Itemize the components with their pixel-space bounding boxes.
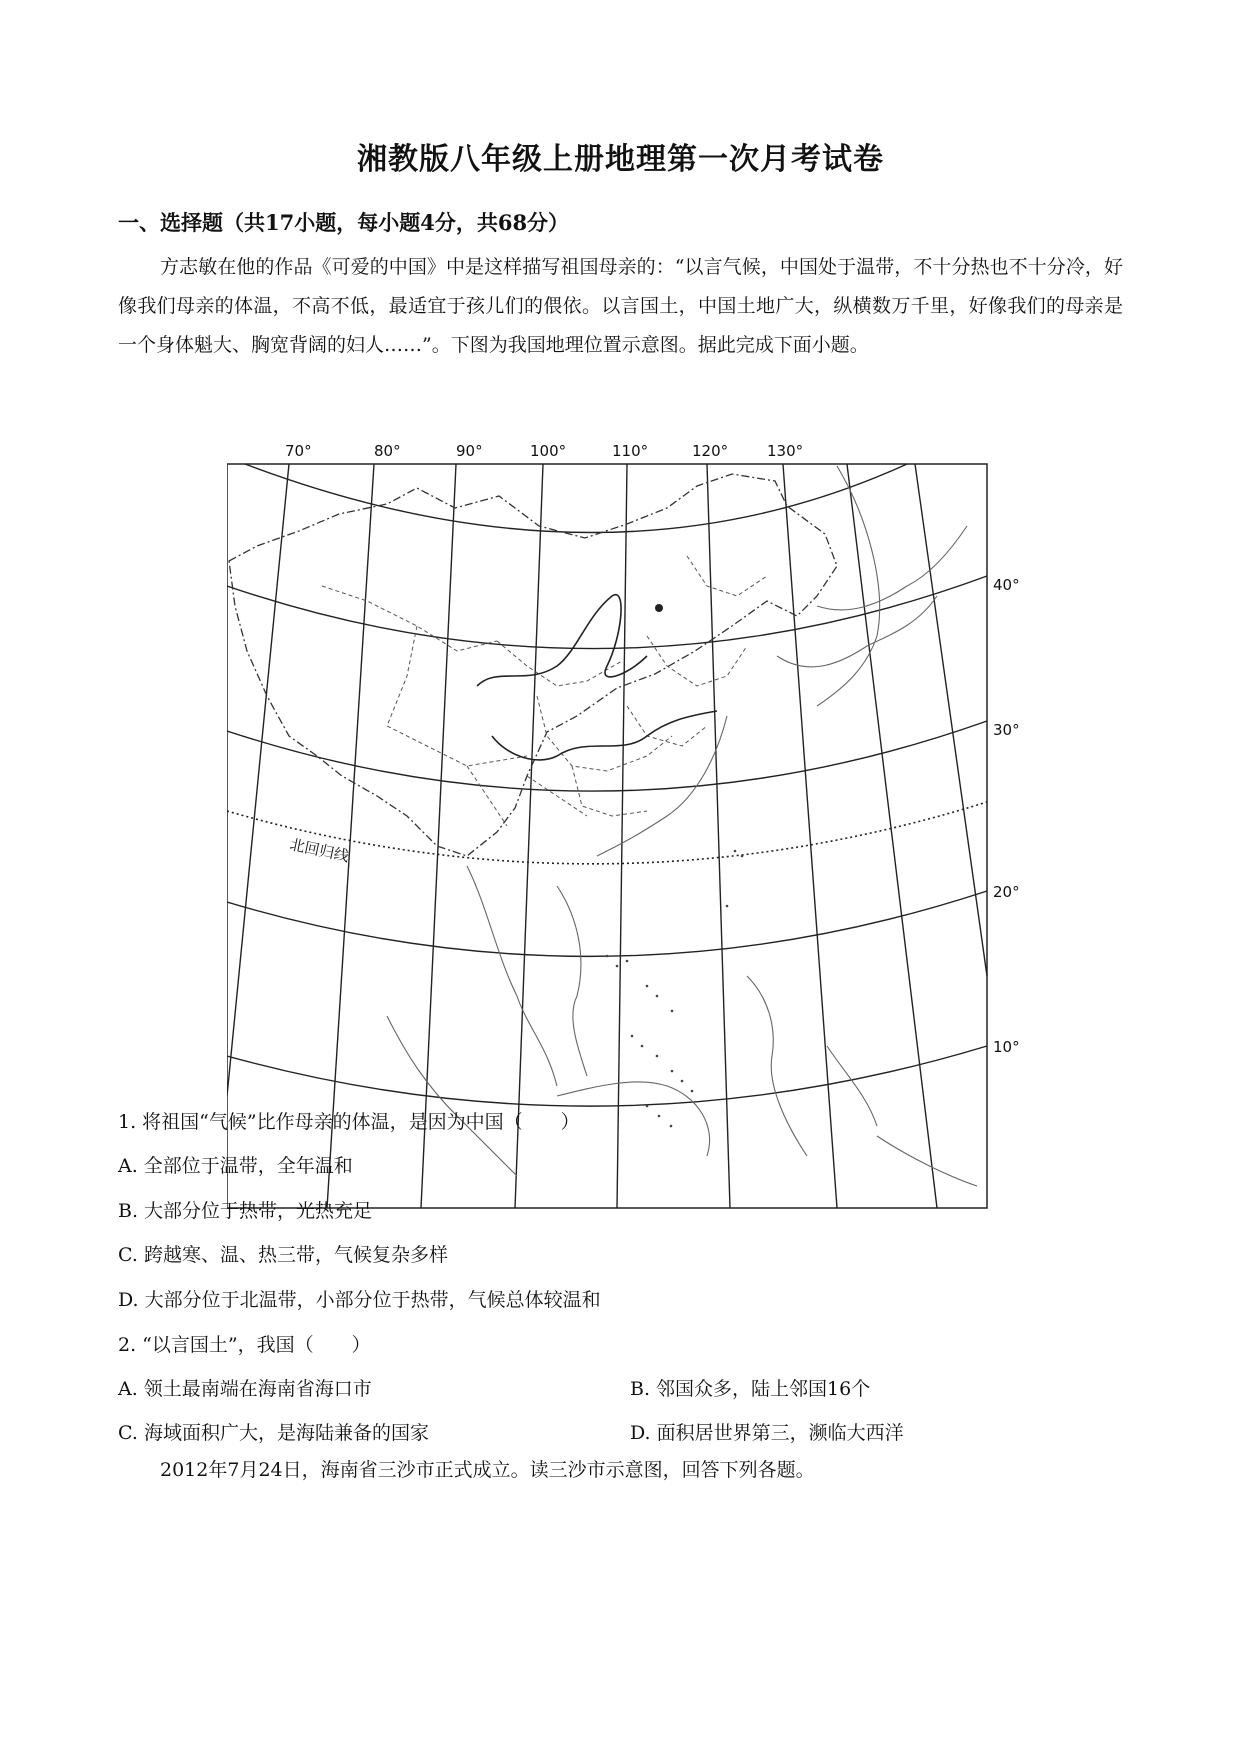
lon-label-80: 80° [374,442,401,460]
lat-label-20: 20° [993,883,1020,901]
parallel-30 [227,721,987,791]
lat-label-40: 40° [993,576,1020,594]
q1-option-c: C. 跨越寒、温、热三带，气候复杂多样 [118,1244,448,1266]
intro-paragraph: 方志敏在他的作品《可爱的中国》中是这样描写祖国母亲的：“以言气候，中国处于温带，不十分热也不十分冷，好像我们母亲的体温，不高不低，最适宜于孩儿们的偎依。以言国土，中国土地广大，纵横数万千里，好像我们的母亲是一个身体魁大、胸宽背阔的妇人……”。下图为我国地理位置示意图。据此完成下面小题。 [118,256,1123,356]
q2-stem: 2. “以言国土”，我国（ ） [118,1334,371,1356]
meridian-130 [783,464,837,1208]
sansha-intro: 2012年7月24日，海南省三沙市正式成立。读三沙市示意图，回答下列各题。 [160,1459,815,1481]
q1-option-b: B. 大部分位于热带，光热充足 [118,1200,373,1222]
q1-option-a: A. 全部位于温带，全年温和 [118,1155,353,1177]
q2-option-a: A. 领土最南端在海南省海口市 [118,1378,372,1400]
parallel-50 [245,464,907,533]
lon-label-100: 100° [530,442,567,460]
meridian-100 [515,464,543,1208]
section-heading: 一、选择题（共17小题，每小题4分，共68分） [118,210,570,235]
meridian-150 [915,464,987,976]
map-frame [227,464,987,1208]
lon-label-90: 90° [456,442,483,460]
coastlines [387,466,977,1186]
parallel-40 [227,576,987,649]
q1-option-d: D. 大部分位于北温带，小部分位于热带，气候总体较温和 [118,1289,601,1311]
meridian-70 [227,464,289,1096]
meridian-120 [707,464,730,1208]
lon-label-130: 130° [767,442,804,460]
yangtze-river [492,711,717,760]
lon-label-120: 120° [692,442,729,460]
parallel-10 [227,1046,987,1106]
page-title: 湘教版八年级上册地理第一次月考试卷 [357,142,884,177]
lat-label-30: 30° [993,721,1020,739]
lon-label-110: 110° [612,442,649,460]
meridian-80 [327,464,374,1208]
yellow-river [477,595,647,686]
tropic-label: 北回归线 [288,835,351,866]
china-border [229,474,837,856]
lat-label-10: 10° [993,1038,1020,1056]
meridian-110 [617,464,627,1208]
q2-option-c: C. 海域面积广大，是海陆兼备的国家 [118,1422,429,1444]
parallel-20 [227,891,987,956]
q1-stem: 1. 将祖国“气候”比作母亲的体温，是因为中国（ ） [118,1111,580,1133]
q2-option-b: B. 邻国众多，陆上邻国16个 [630,1378,871,1400]
china-location-map [227,436,1227,1216]
lon-label-70: 70° [285,442,312,460]
capital-star-icon [655,604,663,612]
q2-option-d: D. 面积居世界第三，濒临大西洋 [630,1422,904,1444]
